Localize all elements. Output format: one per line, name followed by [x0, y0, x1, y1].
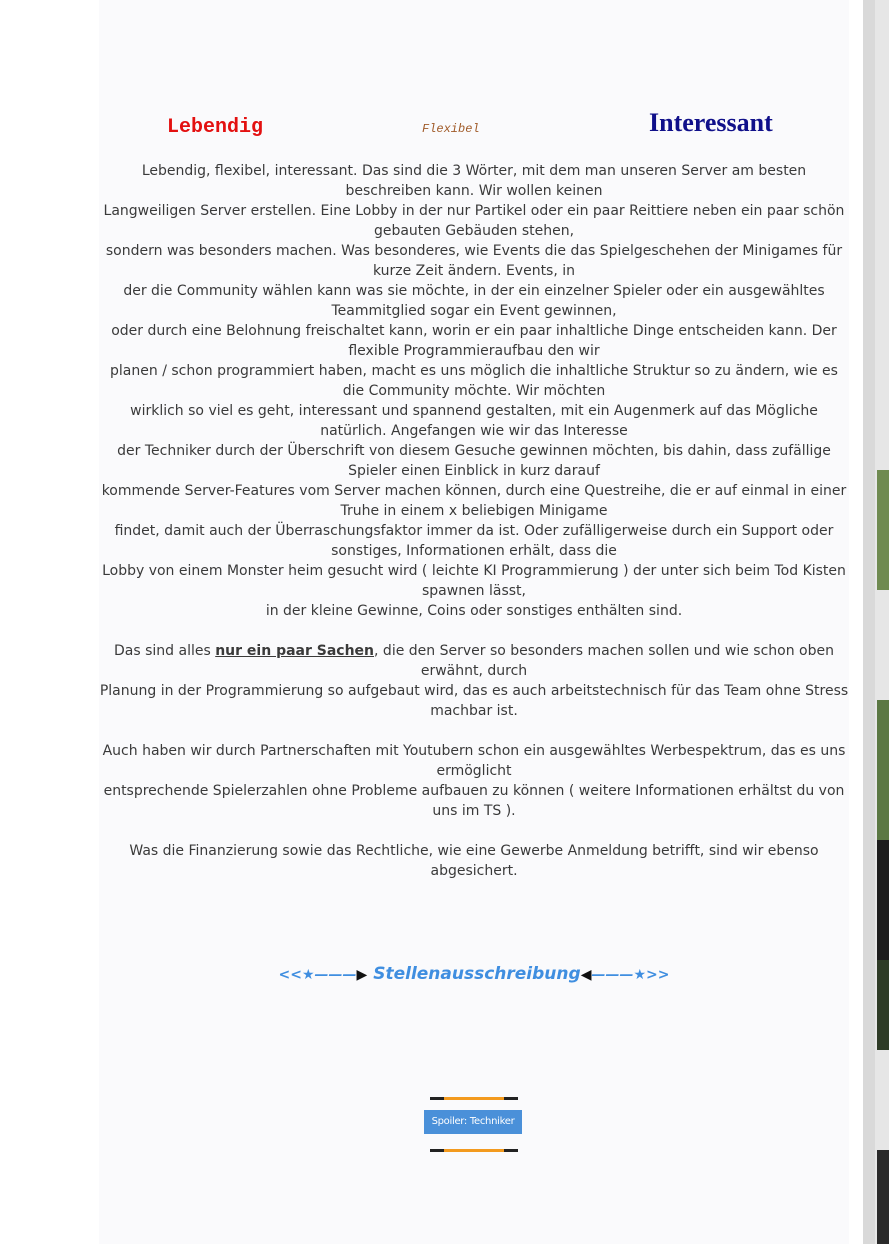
intro-line: planen / schon programmiert haben, macht es uns möglich die inhaltliche Struktur so zu ändern, wie es die Community möchte. Wir möchten: [110, 363, 838, 399]
right-arrow-icon: ▶: [356, 967, 368, 983]
job-section-heading: [99, 962, 849, 987]
planning-lead: Das sind alles: [114, 643, 216, 659]
background-image-strip: [877, 470, 889, 590]
intro-line: findet, damit auch der Überraschungsfaktor immer da ist. Oder zufälligerweise durch ein Support oder sonstiges, Informationen erhält, dass die: [114, 523, 834, 559]
right-decoration: ———★>>: [591, 967, 670, 983]
spoiler-top-divider: [430, 1097, 518, 1100]
background-image-strip: [877, 840, 889, 960]
headline-row: [99, 104, 849, 148]
intro-line: oder durch eine Belohnung freischaltet kann, worin er ein paar inhaltliche Dinge entscheiden kann. Der flexible Programmieraufbau den wir: [111, 323, 837, 359]
job-section-title: Stellenausschreibung: [373, 964, 581, 984]
post-content: [99, 0, 849, 1244]
planning-emphasis: nur ein paar Sachen: [215, 643, 375, 659]
planning-rest: , die den Server so besonders machen sollen und wie schon oben erwähnt, durch: [374, 643, 834, 679]
background-image-strip: [877, 1150, 889, 1244]
intro-line: der Techniker durch der Überschrift von diesem Gesuche gewinnen möchten, bis dahin, dass zufällige Spieler einen Einblick in kurz darauf: [117, 443, 831, 479]
left-arrow-icon: ◀: [580, 967, 592, 983]
background-image-strip: [877, 700, 889, 840]
headline-flexibel: Flexibel: [422, 122, 480, 136]
intro-line: wirklich so viel es geht, interessant und spannend gestalten, mit ein Augenmerk auf das Mögliche natürlich. Angefangen wie wir das Interesse: [130, 403, 818, 439]
headline-lebendig: Lebendig: [167, 116, 264, 139]
intro-line: der die Community wählen kann was sie möchte, in der ein einzelner Spieler oder ein ausgewähltes Teammitglied sogar ein Event gewinnen,: [123, 283, 825, 319]
spoiler-techniker-button[interactable]: Spoiler: Techniker: [424, 1110, 522, 1134]
partners-line: Auch haben wir durch Partnerschaften mit Youtubern schon ein ausgewähltes Werbespektrum, das es uns ermöglicht: [102, 743, 846, 779]
intro-line: kommende Server-Features vom Server machen können, durch eine Questreihe, die er auf einmal in einer Truhe in einem x beliebigen Minigame: [101, 483, 847, 519]
headline-interessant: Interessant: [649, 108, 773, 137]
spoiler-bottom-divider: [430, 1149, 518, 1152]
intro-line: Lobby von einem Monster heim gesucht wird ( leichte KI Programmierung ) der unter sich beim Tod Kisten spawnen lässt,: [102, 563, 846, 599]
planning-line: [99, 641, 849, 681]
description-text: [99, 161, 849, 881]
planning-line-2: Planung in der Programmierung so aufgebaut wird, das es auch arbeitstechnisch für das Team ohne Stress machbar ist.: [99, 683, 849, 719]
page-scroll-edge: [863, 0, 889, 1244]
intro-line: Lebendig, flexibel, interessant. Das sind die 3 Wörter, mit dem man unseren Server am besten beschreiben kann. Wir wollen keinen: [141, 163, 807, 199]
left-decoration: <<★———: [278, 967, 357, 983]
finance-line: Was die Finanzierung sowie das Rechtliche, wie eine Gewerbe Anmeldung betrifft, sind wir ebenso abgesichert.: [129, 843, 819, 879]
partners-line-2: entsprechende Spielerzahlen ohne Probleme aufbauen zu können ( weitere Informationen erhältst du von uns im TS ).: [103, 783, 845, 819]
intro-line: in der kleine Gewinne, Coins oder sonstiges enthälten sind.: [265, 603, 683, 619]
intro-line: sondern was besonders machen. Was besonderes, wie Events die das Spielgeschehen der Minigames für kurze Zeit ändern. Events, in: [105, 243, 843, 279]
background-image-strip: [877, 960, 889, 1050]
intro-line: Langweiligen Server erstellen. Eine Lobby in der nur Partikel oder ein paar Reittiere neben ein paar schön gebauten Gebäuden stehen,: [103, 203, 845, 239]
